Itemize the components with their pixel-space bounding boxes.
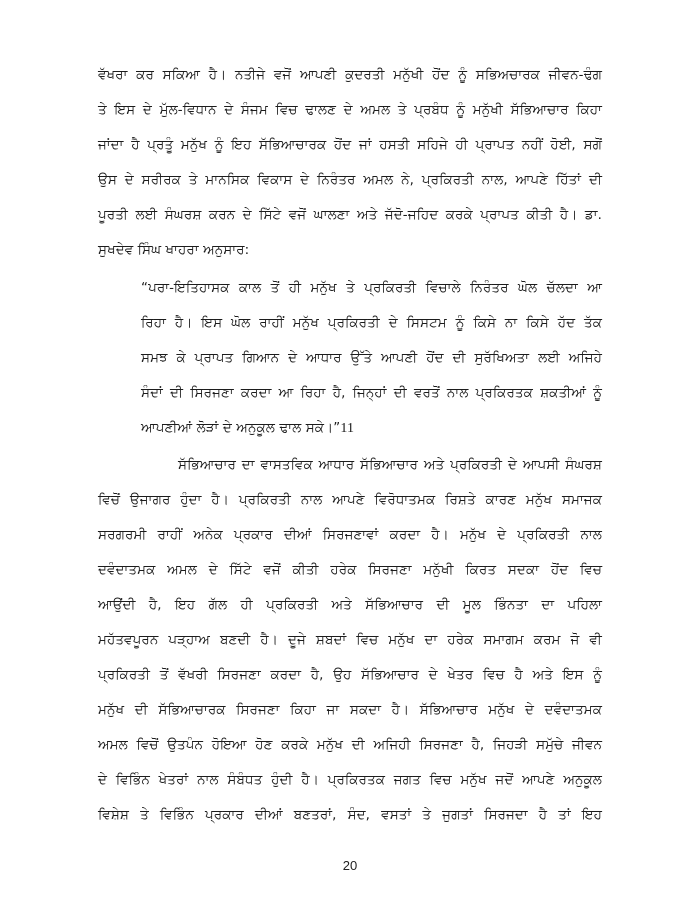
quote-line-5 [141,419,602,439]
paragraph-1-line-4: ਉਸ ਦੇ ਸਰੀਰਕ ਤੇ ਮਾਨਸਿਕ ਵਿਕਾਸ ਦੇ ਨਿਰੰਤਰ ਅਮਲ ਨੇ, ਪ੍ਰਕਿਰਤੀ ਨਾਲ, ਆਪਣੇ ਹਿੱਤਾਂ ਦੀ [98,173,602,188]
paragraph-2-line-8: ਮਨੁੱਖ ਦੀ ਸੱਭਿਆਚਾਰਕ ਸਿਰਜਣਾ ਕਿਹਾ ਜਾ ਸਕਦਾ ਹੈ। ਸੱਭਿਆਚਾਰ ਮਨੁੱਖ ਦੇ ਦਵੰਦਾਤਮਕ [98,703,602,718]
page-number: 20 [342,858,358,873]
paragraph-2-line-11: ਵਿਸ਼ੇਸ਼ ਤੇ ਵਿਭਿੰਨ ਪ੍ਰਕਾਰ ਦੀਆਂ ਬਣਤਰਾਂ, ਸੰਦ, ਵਸਤਾਂ ਤੇ ਜੁਗਤਾਂ ਸਿਰਜਦਾ ਹੈ ਤਾਂ ਇਹ [98,808,602,823]
paragraph-1-line-1: ਵੱਖਰਾ ਕਰ ਸਕਿਆ ਹੈ। ਨਤੀਜੇ ਵਜੋਂ ਆਪਣੀ ਕੁਦਰਤੀ ਮਨੁੱਖੀ ਹੋਂਦ ਨੂੰ ਸਭਿਅਚਾਰਕ ਜੀਵਨ-ਢੰਗ [98,68,602,83]
paragraph-1-line-5: ਪੂਰਤੀ ਲਈ ਸੰਘਰਸ਼ ਕਰਨ ਦੇ ਸਿੱਟੇ ਵਜੋਂ ਘਾਲਣਾ ਅਤੇ ਜੱਦੋ-ਜਹਿਦ ਕਰਕੇ ਪ੍ਰਾਪਤ ਕੀਤੀ ਹੈ। ਡਾ. [98,208,602,223]
paragraph-1-line-3: ਜਾਂਦਾ ਹੈ ਪ੍ਰਤੂੰ ਮਨੁੱਖ ਨੂੰ ਇਹ ਸੱਭਿਆਚਾਰਕ ਹੋਂਦ ਜਾਂ ਹਸਤੀ ਸਹਿਜੇ ਹੀ ਪ੍ਰਾਪਤ ਨਹੀਂ ਹੋਈ, ਸਗੋਂ [98,138,602,153]
quote-last-text: ਆਪਣੀਆਂ ਲੋੜਾਂ ਦੇ ਅਨੁਕੂਲ ਢਾਲ ਸਕੇ।” [141,421,341,436]
paragraph-2-line-9: ਅਮਲ ਵਿਚੋਂ ਉਤਪੰਨ ਹੋਇਆ ਹੋਣ ਕਰਕੇ ਮਨੁੱਖ ਦੀ ਅਜਿਹੀ ਸਿਰਜਣਾ ਹੈ, ਜਿਹੜੀ ਸਮੁੱਚੇ ਜੀਵਨ [98,738,602,753]
paragraph-1-line-6: ਸੁਖਦੇਵ ਸਿੰਘ ਖਾਹਰਾ ਅਨੁਸਾਰ: [98,243,250,258]
quote-line-4: ਸੰਦਾਂ ਦੀ ਸਿਰਜਣਾ ਕਰਦਾ ਆ ਰਿਹਾ ਹੈ, ਜਿਨ੍ਹਾਂ ਦੀ ਵਰਤੋਂ ਨਾਲ ਪ੍ਰਕਿਰਤਕ ਸ਼ਕਤੀਆਂ ਨੂੰ [141,386,602,401]
quote-line-3: ਸਮਝ ਕੇ ਪ੍ਰਾਪਤ ਗਿਆਨ ਦੇ ਆਧਾਰ ਉੱਤੇ ਆਪਣੀ ਹੋਂਦ ਦੀ ਸੁਰੱਖਿਅਤਾ ਲਈ ਅਜਿਹੇ [141,351,602,366]
paragraph-1-line-2: ਤੇ ਇਸ ਦੇ ਮੁੱਲ-ਵਿਧਾਨ ਦੇ ਸੰਜਮ ਵਿਚ ਢਾਲਣ ਦੇ ਅਮਲ ਤੇ ਪ੍ਰਬੰਧ ਨੂੰ ਮਨੁੱਖੀ ਸੱਭਿਆਚਾਰ ਕਿਹਾ [98,103,602,118]
quote-line-1: “ਪਰਾ-ਇਤਿਹਾਸਕ ਕਾਲ ਤੋਂ ਹੀ ਮਨੁੱਖ ਤੇ ਪ੍ਰਕਿਰਤੀ ਵਿਚਾਲੇ ਨਿਰੰਤਰ ਘੋਲ ਚੱਲਦਾ ਆ [141,281,602,296]
paragraph-2-line-2: ਵਿਚੋਂ ਉਜਾਗਰ ਹੁੰਦਾ ਹੈ। ਪ੍ਰਕਿਰਤੀ ਨਾਲ ਆਪਣੇ ਵਿਰੋਧਾਤਮਕ ਰਿਸ਼ਤੇ ਕਾਰਣ ਮਨੁੱਖ ਸਮਾਜਕ [98,493,602,508]
paragraph-2-line-3: ਸਰਗਰਮੀ ਰਾਹੀਂ ਅਨੇਕ ਪ੍ਰਕਾਰ ਦੀਆਂ ਸਿਰਜਣਾਵਾਂ ਕਰਦਾ ਹੈ। ਮਨੁੱਖ ਦੇ ਪ੍ਰਕਿਰਤੀ ਨਾਲ [98,528,602,543]
quote-line-2: ਰਿਹਾ ਹੈ। ਇਸ ਘੋਲ ਰਾਹੀਂ ਮਨੁੱਖ ਪ੍ਰਕਿਰਤੀ ਦੇ ਸਿਸਟਮ ਨੂੰ ਕਿਸੇ ਨਾ ਕਿਸੇ ਹੱਦ ਤੱਕ [141,316,602,331]
paragraph-2-line-4: ਦਵੰਦਾਤਮਕ ਅਮਲ ਦੇ ਸਿੱਟੇ ਵਜੋਂ ਕੀਤੀ ਹਰੇਕ ਸਿਰਜਣਾ ਮਨੁੱਖੀ ਕਿਰਤ ਸਦਕਾ ਹੋਂਦ ਵਿਚ [98,563,602,578]
paragraph-2-line-6: ਮਹੱਤਵਪੂਰਨ ਪੜ੍ਹਾਅ ਬਣਦੀ ਹੈ। ਦੂਜੇ ਸ਼ਬਦਾਂ ਵਿਚ ਮਨੁੱਖ ਦਾ ਹਰੇਕ ਸਮਾਗਮ ਕਰਮ ਜੋ ਵੀ [98,633,602,648]
paragraph-2-line-10: ਦੇ ਵਿਭਿੰਨ ਖੇਤਰਾਂ ਨਾਲ ਸੰਬੰਧਤ ਹੁੰਦੀ ਹੈ। ਪ੍ਰਕਿਰਤਕ ਜਗਤ ਵਿਚ ਮਨੁੱਖ ਜਦੋਂ ਆਪਣੇ ਅਨੁਕੂਲ [98,773,602,788]
paragraph-2-line-1: ਸੱਭਿਆਚਾਰ ਦਾ ਵਾਸਤਵਿਕ ਆਧਾਰ ਸੱਭਿਆਚਾਰ ਅਤੇ ਪ੍ਰਕਿਰਤੀ ਦੇ ਆਪਸੀ ਸੰਘਰਸ਼ [178,458,602,473]
paragraph-2-line-5: ਆਉਂਦੀ ਹੈ, ਇਹ ਗੱਲ ਹੀ ਪ੍ਰਕਿਰਤੀ ਅਤੇ ਸੱਭਿਆਚਾਰ ਦੀ ਮੂਲ ਭਿੰਨਤਾ ਦਾ ਪਹਿਲਾ [98,598,602,613]
paragraph-2-line-7: ਪ੍ਰਕਿਰਤੀ ਤੋਂ ਵੱਖਰੀ ਸਿਰਜਣਾ ਕਰਦਾ ਹੈ, ਉਹ ਸੱਭਿਆਚਾਰ ਦੇ ਖੇਤਰ ਵਿਚ ਹੈ ਅਤੇ ਇਸ ਨੂੰ [98,668,602,683]
footnote-reference: 11 [340,421,355,436]
